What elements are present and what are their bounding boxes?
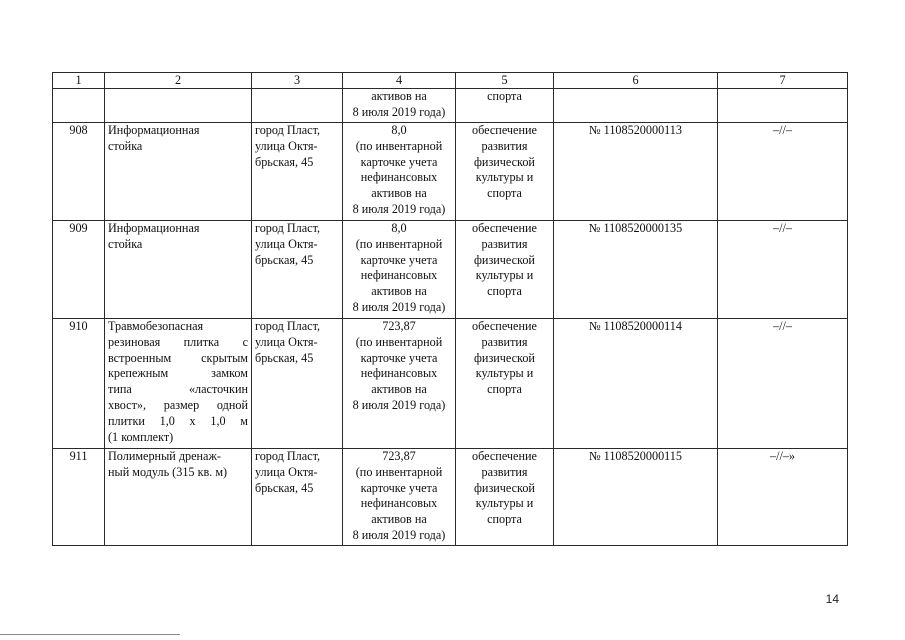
cell-line: активов на — [371, 186, 427, 201]
cell-line: Травмобезопасная — [108, 319, 204, 333]
page-number: 14 — [825, 592, 839, 606]
header-col-7: 7 — [718, 73, 848, 89]
row-note: –//– — [718, 221, 848, 319]
cell-line: брьская, 45 — [255, 480, 314, 495]
cell-line: брьская, 45 — [255, 350, 314, 365]
header-col-3: 3 — [252, 73, 343, 89]
cell-line: стойка — [108, 138, 143, 153]
cell-line: нефинансовых — [360, 366, 438, 381]
cell-line: нефинансовых — [360, 496, 438, 511]
cell-line: (по инвентарной — [355, 236, 443, 251]
cell-line: Информационная — [108, 123, 200, 137]
cell-line: нефинансовых — [360, 268, 438, 283]
cell-line: 8,0 — [391, 221, 407, 235]
cell-line: город Пласт, — [255, 123, 321, 137]
cell-line: активов на — [371, 512, 427, 527]
cell-line: 8 июля 2019 года) — [352, 299, 446, 314]
cell-line: (1 комплект) — [108, 429, 174, 444]
cell-line: 8 июля 2019 года) — [352, 201, 446, 216]
cell-line: спорта — [487, 284, 522, 299]
continuation-purpose — [456, 89, 554, 123]
cell-line: 723,87 — [382, 449, 416, 463]
property-value — [343, 449, 456, 546]
continuation-row — [53, 89, 848, 123]
property-purpose — [456, 449, 554, 546]
table-row — [53, 221, 848, 319]
inventory-number: № 1108520000114 — [554, 319, 718, 449]
cell-line: брьская, 45 — [255, 154, 314, 169]
property-name — [105, 123, 252, 221]
cell-line: культуры и — [475, 366, 534, 381]
cell-line: активов на — [371, 89, 427, 103]
header-row — [53, 73, 848, 89]
cell-line: 8 июля 2019 года) — [352, 527, 446, 542]
cell-line: улица Октя- — [255, 464, 318, 479]
cell-line: спорта — [487, 186, 522, 201]
cell-line: карточке учета — [360, 252, 438, 267]
header-col-2: 2 — [105, 73, 252, 89]
cell-line: встроенным скрытым — [108, 350, 248, 365]
cell-line: 8 июля 2019 года) — [352, 397, 446, 412]
cell-line: крепежным замком — [108, 366, 248, 381]
property-address — [252, 319, 343, 449]
inventory-number: № 1108520000135 — [554, 221, 718, 319]
cell-line: карточке учета — [360, 154, 438, 169]
cell-line: плитки 1,0 х 1,0 м — [108, 413, 248, 428]
table-row — [53, 449, 848, 546]
property-address — [252, 449, 343, 546]
cell-line: (по инвентарной — [355, 334, 443, 349]
row-note: –//–» — [718, 449, 848, 546]
cell-line: развития — [481, 138, 528, 153]
cell-line: ный модуль (315 кв. м) — [108, 464, 228, 479]
header-col-6: 6 — [554, 73, 718, 89]
property-purpose — [456, 123, 554, 221]
cell-line: обеспечение — [472, 319, 537, 333]
cell-line: активов на — [371, 382, 427, 397]
table-row — [53, 319, 848, 449]
cell-line: карточке учета — [360, 480, 438, 495]
cell-line: 8,0 — [391, 123, 407, 137]
header-col-4: 4 — [343, 73, 456, 89]
cell-line: развития — [481, 334, 528, 349]
cell-line: стойка — [108, 236, 143, 251]
header-col-5: 5 — [456, 73, 554, 89]
cell-line: улица Октя- — [255, 334, 318, 349]
continuation-value — [343, 89, 456, 123]
cell-line: (по инвентарной — [355, 138, 443, 153]
cell-line: улица Октя- — [255, 138, 318, 153]
row-note: –//– — [718, 123, 848, 221]
cell-line: обеспечение — [472, 123, 537, 137]
cell-line: Полимерный дренаж- — [108, 449, 221, 463]
cell-line: город Пласт, — [255, 319, 321, 333]
row-number: 910 — [53, 319, 105, 449]
table-row — [53, 123, 848, 221]
inventory-number: № 1108520000113 — [554, 123, 718, 221]
property-table — [52, 72, 848, 546]
row-number: 908 — [53, 123, 105, 221]
cell-line: культуры и — [475, 268, 534, 283]
property-purpose — [456, 221, 554, 319]
scan-artifact-line — [0, 634, 180, 635]
cell-line: физической — [474, 480, 535, 495]
property-name — [105, 449, 252, 546]
header-col-1: 1 — [53, 73, 105, 89]
cell-line: физической — [474, 252, 535, 267]
property-value — [343, 123, 456, 221]
row-note: –//– — [718, 319, 848, 449]
cell-line: обеспечение — [472, 221, 537, 235]
cell-line: культуры и — [475, 496, 534, 511]
cell-line: нефинансовых — [360, 170, 438, 185]
cell-line: развития — [481, 464, 528, 479]
property-name — [105, 221, 252, 319]
property-name — [105, 319, 252, 449]
cell-line: физической — [474, 154, 535, 169]
cell-line: город Пласт, — [255, 221, 321, 235]
cell-line: физической — [474, 350, 535, 365]
cell-line: Информационная — [108, 221, 200, 235]
inventory-number: № 1108520000115 — [554, 449, 718, 546]
row-number: 909 — [53, 221, 105, 319]
cell-line: культуры и — [475, 170, 534, 185]
property-address — [252, 221, 343, 319]
cell-line: 723,87 — [382, 319, 416, 333]
cell-line: город Пласт, — [255, 449, 321, 463]
cell-line: спорта — [487, 89, 522, 103]
cell-line: улица Октя- — [255, 236, 318, 251]
cell-line: спорта — [487, 382, 522, 397]
cell-line: 8 июля 2019 года) — [352, 104, 446, 119]
cell-line: резиновая плитка с — [108, 334, 248, 349]
cell-line: обеспечение — [472, 449, 537, 463]
cell-line: типа «ласточкин — [108, 382, 248, 397]
cell-line: активов на — [371, 284, 427, 299]
cell-line: хвост», размер одной — [108, 397, 248, 412]
row-number: 911 — [53, 449, 105, 546]
cell-line: (по инвентарной — [355, 464, 443, 479]
property-value — [343, 319, 456, 449]
cell-line: спорта — [487, 512, 522, 527]
property-address — [252, 123, 343, 221]
cell-line: брьская, 45 — [255, 252, 314, 267]
property-purpose — [456, 319, 554, 449]
property-value — [343, 221, 456, 319]
cell-line: карточке учета — [360, 350, 438, 365]
cell-line: развития — [481, 236, 528, 251]
